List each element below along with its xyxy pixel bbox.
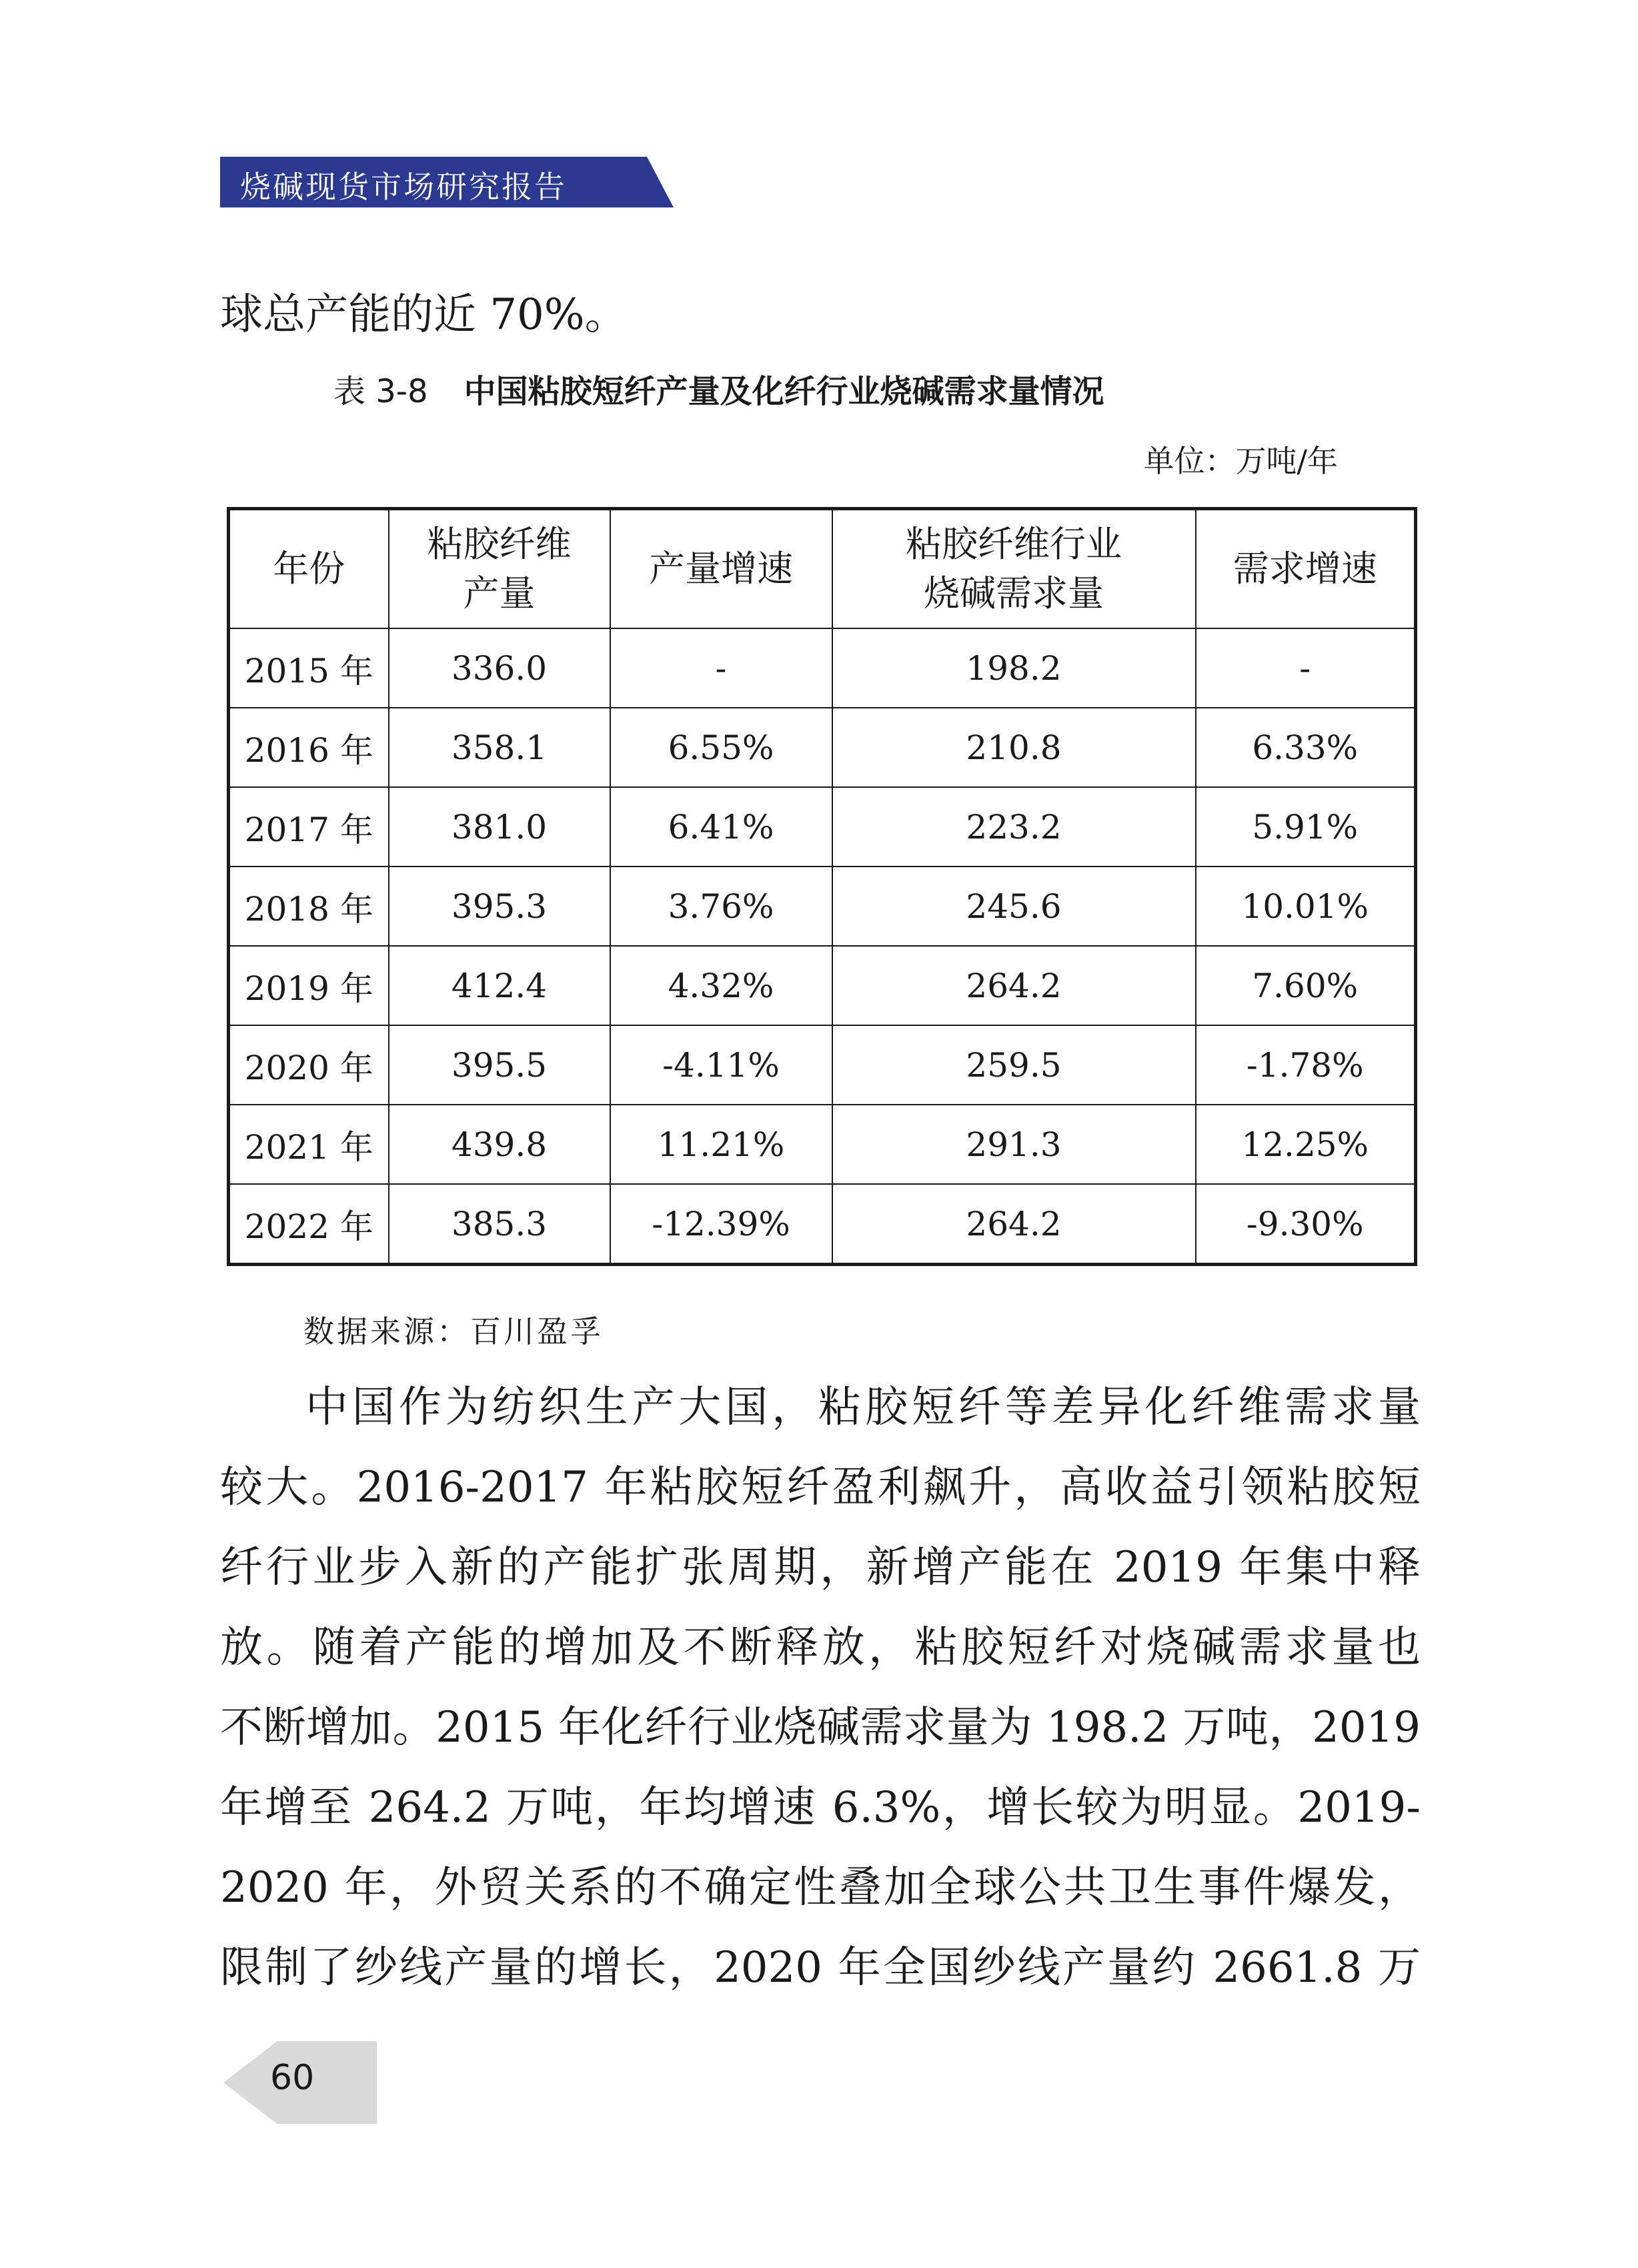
table-cell: 2019 年	[229, 946, 389, 1025]
column-header-line: 产量	[463, 572, 536, 614]
column-header-line: 粘胶纤维	[427, 523, 572, 565]
table-cell: 412.4	[389, 946, 610, 1025]
table-header	[229, 509, 1416, 629]
column-header-line: 烧碱需求量	[924, 572, 1104, 614]
body-text-line: 较大。2016-2017 年粘胶短纤盈利飙升，高收益引领粘胶短	[220, 1463, 1421, 1512]
table-row	[229, 946, 1416, 1025]
data-table	[227, 507, 1417, 1266]
table-row	[229, 708, 1416, 787]
table-cell: -1.78%	[1196, 1025, 1416, 1105]
body-paragraph	[220, 1367, 1421, 2008]
table-cell: 395.3	[389, 867, 610, 946]
table-cell: 223.2	[832, 787, 1196, 867]
table-cell: 210.8	[832, 708, 1196, 787]
table-cell: -	[610, 628, 832, 708]
table-cell: 2020 年	[229, 1025, 389, 1105]
table-cell: 2016 年	[229, 708, 389, 787]
table-cell: 7.60%	[1196, 946, 1416, 1025]
table-cell: 385.3	[389, 1184, 610, 1265]
table-cell: 381.0	[389, 787, 610, 867]
table-caption-title: 中国粘胶短纤产量及化纤行业烧碱需求量情况	[464, 373, 1104, 410]
table-cell: 6.55%	[610, 708, 832, 787]
body-text-line: 2020 年，外贸关系的不确定性叠加全球公共卫生事件爆发，	[220, 1863, 1421, 1912]
column-header-line: 年份	[273, 548, 345, 590]
table-cell: 259.5	[832, 1025, 1196, 1105]
table-body	[229, 628, 1416, 1265]
table-cell: 5.91%	[1196, 787, 1416, 867]
table-row	[229, 867, 1416, 946]
table-cell: -12.39%	[610, 1184, 832, 1265]
column-header-line: 需求增速	[1233, 548, 1377, 590]
body-text-line: 限制了纱线产量的增长，2020 年全国纱线产量约 2661.8 万	[220, 1943, 1421, 1993]
table-container	[227, 507, 1414, 1266]
table-cell: 439.8	[389, 1105, 610, 1184]
column-header	[610, 509, 832, 629]
table-cell: -9.30%	[1196, 1184, 1416, 1265]
column-header-line: 粘胶纤维行业	[906, 523, 1122, 565]
column-header	[389, 509, 610, 629]
column-header	[832, 509, 1196, 629]
table-cell: 336.0	[389, 628, 610, 708]
table-cell: 291.3	[832, 1105, 1196, 1184]
table-cell: 2018 年	[229, 867, 389, 946]
table-cell: 245.6	[832, 867, 1196, 946]
table-cell: 12.25%	[1196, 1105, 1416, 1184]
intro-line: 球总产能的近 70%。	[220, 290, 628, 340]
table-row	[229, 1025, 1416, 1105]
table-cell: 2017 年	[229, 787, 389, 867]
table-cell: 264.2	[832, 1184, 1196, 1265]
table-cell: 2015 年	[229, 628, 389, 708]
table-cell: 264.2	[832, 946, 1196, 1025]
table-cell: 2022 年	[229, 1184, 389, 1265]
table-row	[229, 787, 1416, 867]
table-cell: 11.21%	[610, 1105, 832, 1184]
column-header-line: 产量增速	[649, 548, 793, 590]
body-text-line: 中国作为纺织生产大国，粘胶短纤等差异化纤维需求量	[305, 1383, 1421, 1432]
table-unit-label: 单位：万吨/年	[1143, 443, 1338, 479]
table-cell: 6.33%	[1196, 708, 1416, 787]
body-text-line: 年增至 264.2 万吨，年均增速 6.3%，增长较为明显。2019-	[220, 1783, 1421, 1832]
body-text-line: 放。随着产能的增加及不断释放，粘胶短纤对烧碱需求量也	[220, 1623, 1421, 1672]
column-header	[1196, 509, 1416, 629]
table-cell: 395.5	[389, 1025, 610, 1105]
table-header-row	[229, 509, 1416, 629]
table-cell: -4.11%	[610, 1025, 832, 1105]
table-cell: 2021 年	[229, 1105, 389, 1184]
table-row	[229, 1105, 1416, 1184]
table-cell: 10.01%	[1196, 867, 1416, 946]
table-cell: 3.76%	[610, 867, 832, 946]
body-text-line: 纤行业步入新的产能扩张周期，新增产能在 2019 年集中释	[220, 1543, 1421, 1592]
table-cell: 198.2	[832, 628, 1196, 708]
table-caption	[333, 366, 1104, 412]
table-row	[229, 1184, 1416, 1265]
table-row	[229, 628, 1416, 708]
table-cell: 4.32%	[610, 946, 832, 1025]
table-caption-number: 表 3-8	[333, 373, 428, 410]
page-number: 60	[270, 2058, 315, 2098]
table-cell: 358.1	[389, 708, 610, 787]
column-header	[229, 509, 389, 629]
table-cell: -	[1196, 628, 1416, 708]
table-source-note: 数据来源：百川盈孚	[303, 1313, 604, 1349]
table-cell: 6.41%	[610, 787, 832, 867]
body-text-line: 不断增加。2015 年化纤行业烧碱需求量为 198.2 万吨，2019	[220, 1703, 1421, 1752]
running-header-title: 烧碱现货市场研究报告	[240, 169, 567, 205]
